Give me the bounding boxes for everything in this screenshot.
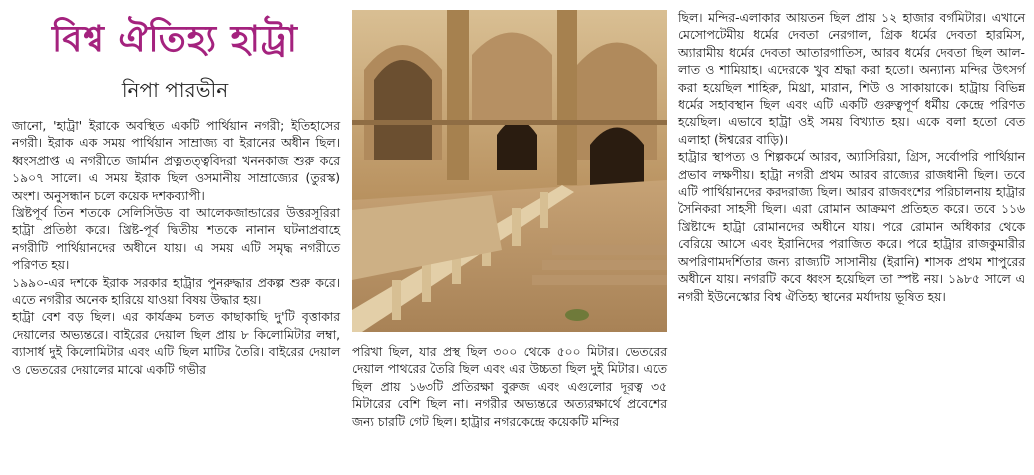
- article-title: বিশ্ব ঐতিহ্য হাট্রা: [52, 18, 298, 60]
- paragraph: হাট্রা বেশ বড় ছিল। এর কার্যক্রম চলত কাছাকাছি দু'টি বৃত্তাকার দেয়ালের অভ্যন্তরে। বাইরের দেয়াল ছিল প্রায় ৮ কিলোমিটার লম্বা, ব্যাসার্ধ দুই কিলোমিটার এবং এটি ছিল মাটির তৈরি। বাইরের দেয়াল ও ভেতরের দেয়ালের মাঝে একটি গভীর: [12, 310, 340, 377]
- paragraph: জানো, 'হাট্রা' ইরাকে অবস্থিত একটি পার্থিয়ান নগরী; ইতিহাসের নগরী। ইরাক এক সময় পার্থিয়ান সাম্রাজ্য বা ইরানের অধীন ছিল। ধ্বংসপ্রাপ্ত এ নগরীতে জার্মান প্রত্নতত্ত্ববিদরা খননকাজ শুরু করে ১৯০৭ সালে। এ সময় ইরাক ছিল ওসমানীয় সাম্রাজ্যের (তুরস্ক) অংশ। অনুসন্ধান চলে কয়েক দশকব্যাপী।: [12, 119, 340, 203]
- paragraph: পরিখা ছিল, যার প্রস্থ ছিল ৩০০ থেকে ৫০০ মিটার। ভেতরের দেয়াল পাথরের তৈরি ছিল এবং এর উচ্চতা ছিল দুই মিটার। এতে ছিল প্রায় ১৬৩টি প্রতিরক্ষা বুরুজ এবং এগুলোর দূরত্ব ৩৫ মিটারের বেশি ছিল না। নগরীর অভ্যন্তরে অত্যরক্ষার্থে প্রবেশের জন্য চারটি গেট ছিল। হাট্রার নগরকেন্দ্রে কয়েকটি মন্দির: [352, 345, 667, 429]
- ruins-photo-illustration: [352, 10, 667, 332]
- hatra-ruins-photo: [352, 10, 667, 332]
- paragraph: ছিল। মন্দির-এলাকার আয়তন ছিল প্রায় ১২ হাজার বর্গমিটার। এখানে মেসোপটেমীয় ধর্মের দেবতা নেরগাল, গ্রিক ধর্মের দেবতা হারমিস, অ্যারামীয় ধর্মের দেবতা আতারগাতিস, আরব ধর্মের দেবতা ছিল আল-লাত ও শামিয়াহ। এদেরকে খুব শ্রদ্ধা করা হতো। অন্যান্য মন্দির উৎসর্গ করা হয়েছিল শাহিরু, মিথ্রা, মারান, শিউ ও সাকায়াকে। হাট্রায় বিভিন্ন ধর্মের সহাবস্থান ছিল এবং এটি একটি গুরুত্বপূর্ণ ধর্মীয় কেন্দ্রে পরিণত হয়েছিল। এভাবে হাট্রা ওই সময় বিখ্যাত হয়। একে বলা হতো বেত এলাহা (ঈশ্বরের বাড়ি)।: [678, 11, 1025, 147]
- article-column-middle: [352, 344, 667, 431]
- article-column-left: [12, 118, 340, 379]
- author-name: নিপা পারভীন: [121, 78, 229, 102]
- article-column-right: [678, 10, 1025, 306]
- paragraph: খ্রিষ্টপূর্ব তিন শতকে সেলিসিউড বা আলেকজান্ডারের উত্তরসূরিরা হাট্রা প্রতিষ্ঠা করে। খ্রিষ্ট-পূর্ব দ্বিতীয় শতকে নানান ঘটনাপ্রবাহে নগরীটি পার্থিয়ানদের অধীনে যায়। এ সময় এটি সমৃদ্ধ নগরীতে পরিণত হয়।: [12, 206, 340, 273]
- paragraph: ১৯৯০-এর দশকে ইরাক সরকার হাট্রার পুনরুদ্ধার প্রকল্প শুরু করে। এতে নগরীর অনেক হারিয়ে যাওয়া বিষয় উদ্ধার হয়।: [12, 275, 340, 308]
- paragraph: হাট্রার স্থাপত্য ও শিল্পকর্মে আরব, অ্যাসিরিয়া, গ্রিস, সর্বোপরি পার্থিয়ান প্রভাব লক্ষণীয়। হাট্রা নগরী প্রথম আরব রাজ্যের রাজধানী ছিল। তবে এটি পার্থিয়ানদের করদরাজ্য ছিল। আরব রাজবংশের পরিচালনায় হাট্রার সৈনিকরা সাহসী ছিল। এরা রোমান আক্রমণ প্রতিহত করে। তবে ১১৬ খ্রিষ্টাব্দে হাট্রা রোমানদের অধীনে যায়। পরে রোমান অধিকার থেকে বেরিয়ে আসে এবং ইরানিদের পরাজিত করে। পরে হাট্রার রাজকুমারীর অপরিণামদর্শিতার জন্য রাজ্যটি সাসানীয় (ইরানি) শাসক প্রথম শাপুরের অধীনে যায়। নগরটি কবে ধ্বংস হয়েছিল তা স্পষ্ট নয়। ১৯৮৫ সালে এ নগরী ইউনেস্কোর বিশ্ব ঐতিহ্য স্থানের মর্যাদায় ভূষিত হয়।: [678, 150, 1025, 304]
